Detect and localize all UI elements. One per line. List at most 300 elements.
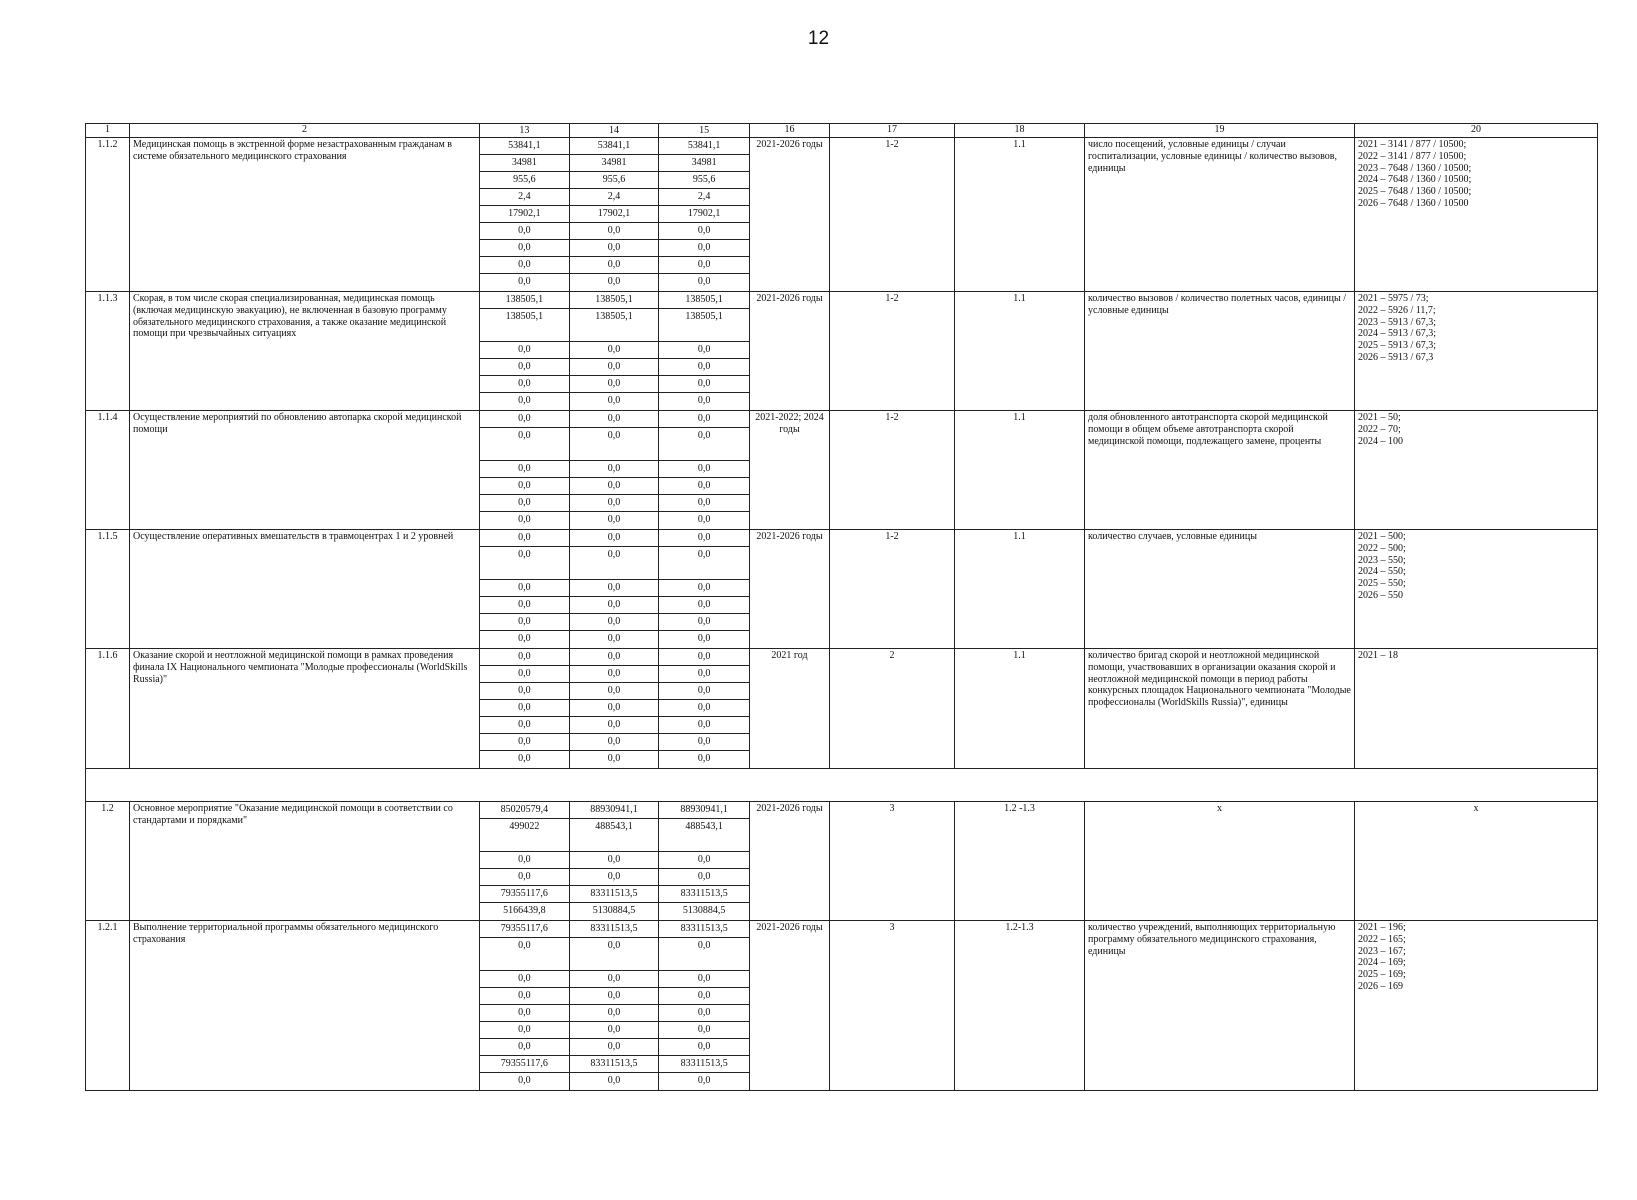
indicator-number-cell: 1.2-1.3 xyxy=(955,921,1085,1091)
funding-line xyxy=(480,988,749,1005)
indicator-value-line: 2025 – 5913 / 67,3; xyxy=(1358,340,1437,352)
funding-line xyxy=(480,886,749,903)
funding-value: 955,6 xyxy=(659,172,749,189)
funding-value: 0,0 xyxy=(480,666,570,683)
funding-line xyxy=(480,717,749,734)
header-cell-group xyxy=(480,124,750,138)
funding-line xyxy=(480,257,749,274)
indicator-values-cell xyxy=(1355,292,1598,411)
indicator-value-line: 2023 – 5913 / 67,3; xyxy=(1358,316,1437,328)
funding-line xyxy=(480,512,749,529)
indicator-value-line: 2026 – 550 xyxy=(1358,589,1403,601)
funding-line xyxy=(480,852,749,869)
funding-value: 0,0 xyxy=(659,869,749,886)
funding-line xyxy=(480,1039,749,1056)
funding-value: 53841,1 xyxy=(659,138,749,155)
funding-value: 0,0 xyxy=(480,597,570,614)
table-row xyxy=(86,411,1598,530)
funding-value: 0,0 xyxy=(659,547,749,580)
funding-line xyxy=(480,547,749,580)
period-cell: 2021-2022; 2024 годы xyxy=(750,411,830,530)
indicator-number-cell: 1.1 xyxy=(955,292,1085,411)
indicator-name-cell: доля обновленного автотранспорта скорой медицинской помощи в общем объеме автотранспорта скорой медицинской помощи, подлежащего замене, проценты xyxy=(1085,411,1355,530)
indicator-name-cell: количество бригад скорой и неотложной медицинской помощи, участвовавших в организации оказания скорой и неотложной медицинской помощи в период работы конкурсных площадок Национального чемпионата "Молодые профессионалы (WorldSkills Russia)", единицы xyxy=(1085,649,1355,769)
page-number: 12 xyxy=(807,28,830,49)
indicator-value-line: 2024 – 100 xyxy=(1358,435,1403,447)
indicator-value-line: 2022 – 70; xyxy=(1358,423,1401,435)
indicator-value-line: 2024 – 550; xyxy=(1358,566,1406,578)
table-body xyxy=(86,124,1598,1091)
indicator-value-line: 2026 – 5913 / 67,3 xyxy=(1358,351,1434,363)
header-cell: 16 xyxy=(750,124,830,138)
funding-value: 17902,1 xyxy=(570,206,660,223)
funding-value: 83311513,5 xyxy=(570,921,660,938)
indicator-value-line: 2022 – 3141 / 877 / 10500; xyxy=(1358,150,1467,162)
funding-value: 138505,1 xyxy=(570,292,660,309)
funding-values xyxy=(480,292,750,411)
funding-value: 488543,1 xyxy=(659,819,749,852)
funding-values xyxy=(480,530,750,649)
indicator-value-line: 2023 – 7648 / 1360 / 10500; xyxy=(1358,162,1472,174)
indicator-value-line: 2021 – 18 xyxy=(1358,650,1398,661)
indicator-value-line: 2024 – 5913 / 67,3; xyxy=(1358,328,1437,340)
funding-value: 0,0 xyxy=(480,700,570,717)
table-row xyxy=(86,802,1598,921)
funding-value: 0,0 xyxy=(570,257,660,274)
funding-value: 0,0 xyxy=(570,393,660,410)
funding-value: 0,0 xyxy=(480,1039,570,1056)
funding-value: 0,0 xyxy=(659,971,749,988)
funding-value: 0,0 xyxy=(697,514,711,525)
header-cell: 17 xyxy=(830,124,955,138)
task-number-cell: 1-2 xyxy=(830,138,955,292)
section-gap-cell xyxy=(86,769,1598,802)
row-number: 1.1.5 xyxy=(86,530,130,649)
funding-values xyxy=(480,921,750,1091)
funding-value: 138505,1 xyxy=(480,309,570,342)
funding-line xyxy=(480,1005,749,1022)
funding-value: 83311513,5 xyxy=(659,1056,749,1073)
funding-value: 0,0 xyxy=(570,649,660,666)
period-cell: 2021 год xyxy=(750,649,830,769)
header-cell: 15 xyxy=(699,125,710,136)
period-cell: 2021-2026 годы xyxy=(750,802,830,921)
funding-value: 0,0 xyxy=(480,393,570,410)
funding-value: 0,0 xyxy=(570,580,660,597)
measure-name: Выполнение территориальной программы обязательного медицинского страхования xyxy=(130,921,480,1091)
funding-value: 0,0 xyxy=(570,700,660,717)
indicator-value-line: 2021 – 500; xyxy=(1358,531,1406,542)
funding-value: 0,0 xyxy=(659,1039,749,1056)
funding-value: 0,0 xyxy=(570,1005,660,1022)
funding-value: 0,0 xyxy=(659,342,749,359)
funding-line xyxy=(480,172,749,189)
indicator-name-cell: x xyxy=(1085,802,1355,921)
funding-values xyxy=(480,802,750,921)
funding-value: 0,0 xyxy=(570,988,660,1005)
funding-line xyxy=(480,223,749,240)
funding-value: 5166439,8 xyxy=(480,903,570,920)
measure-name: Медицинская помощь в экстренной форме незастрахованным гражданам в системе обязательного медицинского страхования xyxy=(130,138,480,292)
funding-value: 53841,1 xyxy=(570,138,660,155)
funding-value: 0,0 xyxy=(659,411,749,428)
funding-value: 2,4 xyxy=(570,189,660,206)
funding-value: 0,0 xyxy=(659,478,749,495)
funding-value: 0,0 xyxy=(659,359,749,376)
measure-name: Осуществление оперативных вмешательств в травмоцентрах 1 и 2 уровней xyxy=(130,530,480,649)
indicator-name-cell: число посещений, условные единицы / случаи госпитализации, условные единицы / количество вызовов, единицы xyxy=(1085,138,1355,292)
funding-value: 5130884,5 xyxy=(570,903,660,920)
funding-value: 0,0 xyxy=(570,240,660,257)
funding-value: 5130884,5 xyxy=(682,905,726,916)
header-cell: 19 xyxy=(1085,124,1355,138)
indicator-values-cell xyxy=(1355,649,1598,769)
funding-value: 0,0 xyxy=(480,376,570,393)
funding-value: 0,0 xyxy=(659,428,749,461)
period-cell: 2021-2026 годы xyxy=(750,292,830,411)
funding-value: 0,0 xyxy=(480,614,570,631)
funding-line xyxy=(480,700,749,717)
measure-name: Основное мероприятие "Оказание медицинской помощи в соответствии со стандартами и порядками" xyxy=(130,802,480,921)
funding-value: 0,0 xyxy=(570,1073,660,1090)
funding-value: 0,0 xyxy=(480,734,570,751)
funding-value: 79355117,6 xyxy=(480,921,570,938)
indicator-value-line: 2021 – 50; xyxy=(1358,412,1401,423)
table-row xyxy=(86,292,1598,411)
funding-value: 0,0 xyxy=(659,223,749,240)
funding-line xyxy=(480,734,749,751)
indicator-value-line: 2024 – 169; xyxy=(1358,957,1406,969)
funding-value: 0,0 xyxy=(659,461,749,478)
row-number: 1.2 xyxy=(86,802,130,921)
funding-line xyxy=(480,802,749,819)
funding-value: 0,0 xyxy=(570,869,660,886)
funding-value: 0,0 xyxy=(480,971,570,988)
indicator-value-line: 2025 – 169; xyxy=(1358,969,1406,981)
funding-line xyxy=(480,428,749,461)
row-number: 1.2.1 xyxy=(86,921,130,1091)
funding-value: 79355117,6 xyxy=(480,1056,570,1073)
funding-line xyxy=(480,649,749,666)
funding-line xyxy=(480,138,749,155)
header-row xyxy=(86,124,1598,138)
indicator-number-cell: 1.2 -1.3 xyxy=(955,802,1085,921)
funding-value: 0,0 xyxy=(570,530,660,547)
funding-value: 0,0 xyxy=(570,734,660,751)
funding-line xyxy=(480,751,749,768)
section-gap xyxy=(86,769,1598,802)
funding-value: 138505,1 xyxy=(480,292,570,309)
funding-line xyxy=(480,1056,749,1073)
funding-value: 0,0 xyxy=(570,461,660,478)
indicator-value-line: 2022 – 5926 / 11,7; xyxy=(1358,304,1436,316)
funding-value: 0,0 xyxy=(570,1039,660,1056)
table-row xyxy=(86,138,1598,292)
funding-value: 499022 xyxy=(480,819,570,852)
funding-value: 0,0 xyxy=(570,547,660,580)
funding-value: 0,0 xyxy=(570,852,660,869)
funding-line xyxy=(480,274,749,291)
funding-value: 0,0 xyxy=(480,751,570,768)
table-row xyxy=(86,921,1598,1091)
task-number-cell: 1-2 xyxy=(830,292,955,411)
funding-value: 0,0 xyxy=(570,938,660,971)
funding-line xyxy=(480,376,749,393)
funding-value: 0,0 xyxy=(659,1022,749,1039)
funding-value: 0,0 xyxy=(570,631,660,648)
funding-line xyxy=(480,292,749,309)
indicator-name-cell: количество случаев, условные единицы xyxy=(1085,530,1355,649)
funding-value: 0,0 xyxy=(480,683,570,700)
funding-line xyxy=(480,614,749,631)
funding-value: 0,0 xyxy=(659,649,749,666)
funding-value: 0,0 xyxy=(570,274,660,291)
funding-value: 83311513,5 xyxy=(659,921,749,938)
funding-line xyxy=(480,206,749,223)
funding-value: 0,0 xyxy=(480,342,570,359)
funding-value: 0,0 xyxy=(659,852,749,869)
funding-value: 0,0 xyxy=(659,938,749,971)
funding-value: 0,0 xyxy=(480,428,570,461)
funding-value: 0,0 xyxy=(480,1005,570,1022)
funding-value: 0,0 xyxy=(570,717,660,734)
funding-value: 17902,1 xyxy=(659,206,749,223)
task-number-cell: 1-2 xyxy=(830,530,955,649)
indicator-number-cell: 1.1 xyxy=(955,530,1085,649)
funding-value: 0,0 xyxy=(659,700,749,717)
funding-value: 0,0 xyxy=(480,411,570,428)
funding-value: 0,0 xyxy=(480,988,570,1005)
funding-value: 0,0 xyxy=(570,666,660,683)
indicator-values-cell xyxy=(1355,802,1598,921)
funding-value: 34981 xyxy=(659,155,749,172)
row-number: 1.1.2 xyxy=(86,138,130,292)
funding-value: 2,4 xyxy=(659,189,749,206)
funding-value: 0,0 xyxy=(659,614,749,631)
funding-value: 0,0 xyxy=(480,938,570,971)
header-cell: 13 xyxy=(480,124,570,137)
funding-line xyxy=(480,461,749,478)
funding-value: 0,0 xyxy=(570,223,660,240)
indicator-number-cell: 1.1 xyxy=(955,649,1085,769)
funding-value: 0,0 xyxy=(480,631,570,648)
measures-table xyxy=(85,123,1598,1091)
funding-value: 0,0 xyxy=(480,461,570,478)
funding-value: 83311513,5 xyxy=(659,886,749,903)
funding-value: 83311513,5 xyxy=(570,1056,660,1073)
funding-value: 0,0 xyxy=(480,717,570,734)
funding-line xyxy=(480,683,749,700)
row-number: 1.1.4 xyxy=(86,411,130,530)
funding-value: 488543,1 xyxy=(570,819,660,852)
funding-value: 0,0 xyxy=(659,580,749,597)
funding-value: 0,0 xyxy=(480,478,570,495)
funding-value: 955,6 xyxy=(480,172,570,189)
funding-value: 0,0 xyxy=(480,530,570,547)
indicator-value-line: 2021 – 196; xyxy=(1358,922,1406,933)
funding-line xyxy=(480,240,749,257)
measure-name: Оказание скорой и неотложной медицинской помощи в рамках проведения финала IX Национального чемпионата "Молодые профессионалы (WorldSkills Russia)" xyxy=(130,649,480,769)
indicator-values-cell xyxy=(1355,411,1598,530)
funding-value: 0,0 xyxy=(697,1075,711,1086)
indicator-value-line: 2026 – 169 xyxy=(1358,980,1403,992)
funding-value: 0,0 xyxy=(570,751,660,768)
funding-value: 79355117,6 xyxy=(480,886,570,903)
funding-value: 88930941,1 xyxy=(659,802,749,819)
indicator-value-line: x xyxy=(1473,803,1479,814)
funding-value: 0,0 xyxy=(480,359,570,376)
funding-line xyxy=(480,869,749,886)
funding-line xyxy=(480,819,749,852)
indicator-value-line: 2025 – 7648 / 1360 / 10500; xyxy=(1358,186,1472,198)
funding-value: 0,0 xyxy=(659,257,749,274)
indicator-number-cell: 1.1 xyxy=(955,138,1085,292)
funding-value: 34981 xyxy=(480,155,570,172)
funding-line xyxy=(480,478,749,495)
funding-values xyxy=(480,649,750,769)
header-cell: 18 xyxy=(955,124,1085,138)
indicator-value-line: 2025 – 550; xyxy=(1358,578,1406,590)
funding-value: 0,0 xyxy=(659,734,749,751)
funding-line xyxy=(480,189,749,206)
funding-value: 0,0 xyxy=(697,395,711,406)
indicator-value-line: 2023 – 167; xyxy=(1358,945,1406,957)
funding-value: 0,0 xyxy=(570,512,660,529)
task-number-cell: 3 xyxy=(830,921,955,1091)
funding-value: 0,0 xyxy=(570,614,660,631)
funding-value: 0,0 xyxy=(570,597,660,614)
task-number-cell: 1-2 xyxy=(830,411,955,530)
funding-value: 83311513,5 xyxy=(570,886,660,903)
funding-value: 0,0 xyxy=(480,257,570,274)
funding-value: 0,0 xyxy=(570,1022,660,1039)
funding-value: 0,0 xyxy=(480,240,570,257)
funding-value: 2,4 xyxy=(480,189,570,206)
funding-value: 0,0 xyxy=(480,852,570,869)
funding-line xyxy=(480,938,749,971)
table-row xyxy=(86,649,1598,769)
funding-value: 138505,1 xyxy=(659,309,749,342)
indicator-name-cell: количество учреждений, выполняющих территориальную программу обязательного медицинского страхования, единицы xyxy=(1085,921,1355,1091)
funding-values xyxy=(480,411,750,530)
funding-value: 88930941,1 xyxy=(570,802,660,819)
funding-value: 0,0 xyxy=(480,580,570,597)
indicator-values-cell xyxy=(1355,921,1598,1091)
funding-value: 0,0 xyxy=(659,495,749,512)
funding-value: 0,0 xyxy=(570,971,660,988)
funding-value: 0,0 xyxy=(480,223,570,240)
indicator-value-line: 2026 – 7648 / 1360 / 10500 xyxy=(1358,197,1469,209)
funding-values xyxy=(480,138,750,292)
funding-value: 0,0 xyxy=(659,1005,749,1022)
funding-line xyxy=(480,495,749,512)
funding-value: 34981 xyxy=(570,155,660,172)
funding-value: 0,0 xyxy=(659,988,749,1005)
indicator-values-cell xyxy=(1355,530,1598,649)
funding-value: 0,0 xyxy=(570,428,660,461)
task-number-cell: 2 xyxy=(830,649,955,769)
funding-value: 0,0 xyxy=(570,478,660,495)
funding-value: 0,0 xyxy=(480,495,570,512)
funding-value: 0,0 xyxy=(480,512,570,529)
funding-line xyxy=(480,155,749,172)
funding-line xyxy=(480,1022,749,1039)
funding-value: 138505,1 xyxy=(570,309,660,342)
funding-line xyxy=(480,309,749,342)
funding-line xyxy=(480,631,749,648)
header-cell: 14 xyxy=(570,124,660,137)
funding-value: 0,0 xyxy=(659,683,749,700)
funding-value: 0,0 xyxy=(659,376,749,393)
row-number: 1.1.6 xyxy=(86,649,130,769)
funding-value: 0,0 xyxy=(697,276,711,287)
funding-line xyxy=(480,903,749,920)
header-cell: 2 xyxy=(130,124,480,138)
funding-value: 0,0 xyxy=(480,1022,570,1039)
funding-value: 0,0 xyxy=(480,1073,570,1090)
funding-line xyxy=(480,411,749,428)
header-cell: 1 xyxy=(86,124,130,138)
funding-value: 0,0 xyxy=(570,359,660,376)
period-cell: 2021-2026 годы xyxy=(750,138,830,292)
funding-line xyxy=(480,393,749,410)
funding-line xyxy=(480,1073,749,1090)
measure-name: Осуществление мероприятий по обновлению автопарка скорой медицинской помощи xyxy=(130,411,480,530)
funding-line xyxy=(480,530,749,547)
period-cell: 2021-2026 годы xyxy=(750,530,830,649)
funding-value: 0,0 xyxy=(480,649,570,666)
funding-value: 0,0 xyxy=(480,869,570,886)
funding-value: 0,0 xyxy=(570,376,660,393)
funding-value: 0,0 xyxy=(659,597,749,614)
funding-value: 17902,1 xyxy=(480,206,570,223)
indicator-name-cell: количество вызовов / количество полетных часов, единицы / условные единицы xyxy=(1085,292,1355,411)
funding-line xyxy=(480,359,749,376)
funding-value: 138505,1 xyxy=(659,292,749,309)
measure-name: Скорая, в том числе скорая специализированная, медицинская помощь (включая медицинскую эвакуацию), не включенная в базовую программу обязательного медицинского страхования, а также оказание медицинской помощи при чрезвычайных ситуациях xyxy=(130,292,480,411)
indicator-value-line: 2023 – 550; xyxy=(1358,554,1406,566)
funding-value: 0,0 xyxy=(480,547,570,580)
funding-value: 0,0 xyxy=(659,666,749,683)
funding-line xyxy=(480,597,749,614)
funding-line xyxy=(480,580,749,597)
funding-value: 0,0 xyxy=(570,342,660,359)
indicator-value-line: 2021 – 5975 / 73; xyxy=(1358,293,1429,304)
funding-line xyxy=(480,921,749,938)
funding-value: 0,0 xyxy=(659,717,749,734)
indicator-values-cell xyxy=(1355,138,1598,292)
indicator-value-line: 2021 – 3141 / 877 / 10500; xyxy=(1358,139,1467,150)
funding-value: 0,0 xyxy=(480,274,570,291)
funding-value: 0,0 xyxy=(659,530,749,547)
funding-line xyxy=(480,666,749,683)
funding-value: 85020579,4 xyxy=(480,802,570,819)
table-row xyxy=(86,530,1598,649)
funding-line xyxy=(480,971,749,988)
funding-value: 0,0 xyxy=(697,753,711,764)
indicator-value-line: 2024 – 7648 / 1360 / 10500; xyxy=(1358,174,1472,186)
funding-value: 0,0 xyxy=(570,683,660,700)
indicator-value-line: 2022 – 500; xyxy=(1358,542,1406,554)
task-number-cell: 3 xyxy=(830,802,955,921)
indicator-number-cell: 1.1 xyxy=(955,411,1085,530)
funding-value: 955,6 xyxy=(570,172,660,189)
funding-value: 0,0 xyxy=(659,240,749,257)
funding-value: 0,0 xyxy=(570,411,660,428)
funding-value: 53841,1 xyxy=(480,138,570,155)
header-cell: 20 xyxy=(1355,124,1598,138)
funding-value: 0,0 xyxy=(697,633,711,644)
